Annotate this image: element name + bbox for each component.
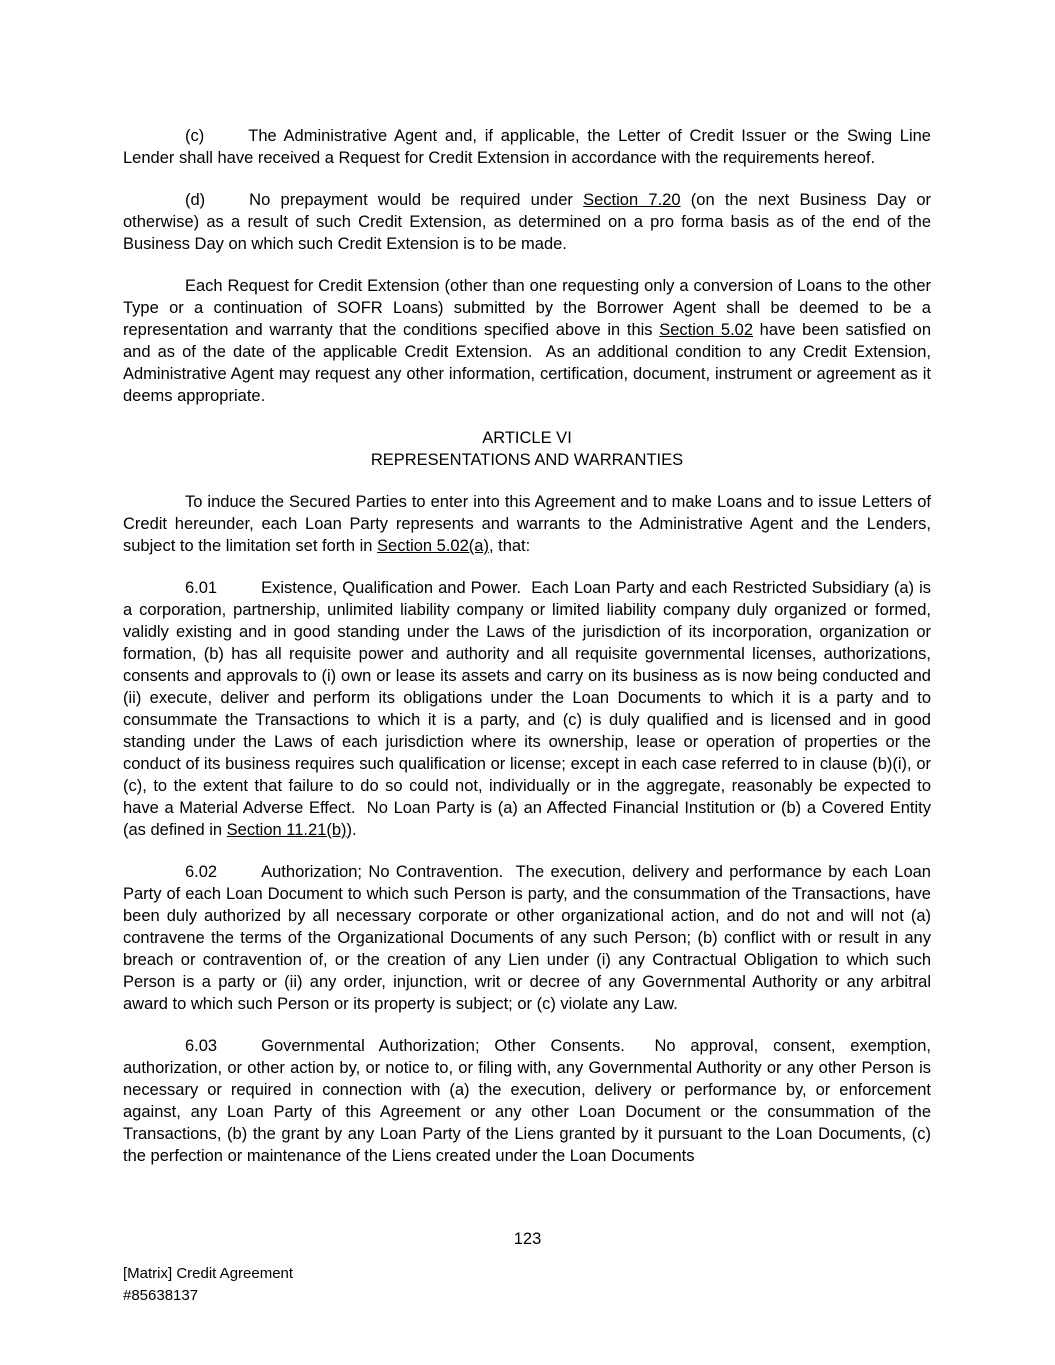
- text-run: Each Request for Credit Extension (other than one requesting only a conversion of Loans to the other Type or a continuation of SOFR Loans) submitted by the Borrower Agent shall be deemed to be a representation and warranty that the conditions specified above in this: [123, 277, 931, 339]
- document-body: [123, 125, 931, 1187]
- section-6-02: [123, 861, 931, 1015]
- request-credit-extension-paragraph: [123, 275, 931, 407]
- section-reference: Section 7.20: [583, 191, 681, 209]
- paragraph-c: [123, 125, 931, 169]
- section-6-01: [123, 577, 931, 841]
- text-run: 6.03: [185, 1037, 218, 1055]
- text-run: Existence, Qualification and Power. Each Loan Party and each Restricted Subsidiary (a) is a corporation, partnership, unlimited liability company or limited liability company duly organized or formed, validly existing and in good standing under the Laws of the jurisdiction of its incorporation, organization or formation, (b) has all requisite power and authority and all requisite governmental licenses, authorizations, consents and approvals to (i) own or lease its assets and carry on its business as is now being conducted and (ii) execute, deliver and perform its obligations under the Loan Documents to which it is a party and to consummate the Transactions to which it is a party, and (c) is duly qualified and is licensed and in good standing under the Laws of each jurisdiction where its ownership, lease or operation of properties or the conduct of its business requires such qualification or license; except in each case referred to in clause (b)(i), or (c), to the extent that failure to do so could not, individually or in the aggregate, reasonably be expected to have a Material Adverse Effect. No Loan Party is (a) an Affected Financial Institution or (b) a Covered Entity (as defined in: [123, 579, 931, 839]
- text-run: REPRESENTATIONS AND WARRANTIES: [370, 451, 684, 469]
- section-reference: Section 5.02: [659, 321, 754, 339]
- footer-doc-title: [Matrix] Credit Agreement: [123, 1265, 294, 1282]
- text-run: (d): [185, 191, 206, 209]
- text-run: The Administrative Agent and, if applicable, the Letter of Credit Issuer or the Swing Line Lender shall have received a Request for Credit Extension in accordance with the requirements hereof.: [123, 127, 931, 167]
- text-run: (on the next Business Day or otherwise) as a result of such Credit Extension, as determined on a pro forma basis as of the end of the Business Day on which such Credit Extension is to be made.: [123, 191, 931, 253]
- text-run: Governmental Authorization; Other Consents. No approval, consent, exemption, authorization, or other action by, or notice to, or filing with, any Governmental Authority or any other Person is necessary or required in connection with (a) the execution, delivery or performance by, or enforcement against, any Loan Party of this Agreement or any other Loan Document or the consummation of the Transactions, (b) the grant by any Loan Party of the Liens granted by it pursuant to the Loan Documents, (c) the perfection or maintenance of the Liens created under the Loan Documents: [123, 1037, 931, 1165]
- text-run: 6.02: [185, 863, 218, 881]
- text-run: Authorization; No Contravention. The execution, delivery and performance by each Loan Party of each Loan Document to which such Person is party, and the consummation of the Transactions, have been duly authorized by all necessary corporate or other organizational action, and do not and will not (a) contravene the terms of the Organizational Documents of any such Person; (b) conflict with or result in any breach or contravention of, or the creation of any Lien under (i) any Contractual Obligation to which such Person is a party or (ii) any order, injunction, writ or decree of any Governmental Authority or any arbitral award to which such Person or its property is subject; or (c) violate any Law.: [123, 863, 931, 1013]
- text-run: 6.01: [185, 579, 218, 597]
- page-footer: [123, 1263, 293, 1307]
- section-6-03: [123, 1035, 931, 1167]
- footer-doc-id: #85638137: [123, 1287, 199, 1304]
- section-reference: Section 5.02(a): [377, 537, 489, 555]
- text-run: ).: [346, 821, 357, 839]
- page-number: 123: [513, 1230, 542, 1248]
- text-run: To induce the Secured Parties to enter into this Agreement and to make Loans and to issue Letters of Credit hereunder, each Loan Party represents and warrants to the Administrative Agent and the Lenders, subject to the limitation set forth in: [123, 493, 931, 555]
- to-induce-paragraph: [123, 491, 931, 557]
- section-reference: Section 11.21(b): [226, 821, 347, 839]
- text-run: No prepayment would be required under: [249, 191, 584, 209]
- text-run: have been satisfied on and as of the date of the applicable Credit Extension. As an additional condition to any Credit Extension, Administrative Agent may request any other information, certification, document, instrument or agreement as it deems appropriate.: [123, 321, 932, 405]
- text-run: , that:: [488, 537, 531, 555]
- text-run: ARTICLE VI: [482, 429, 572, 447]
- article-vi-heading: [123, 427, 931, 471]
- text-run: (c): [185, 127, 205, 145]
- paragraph-d: [123, 189, 931, 255]
